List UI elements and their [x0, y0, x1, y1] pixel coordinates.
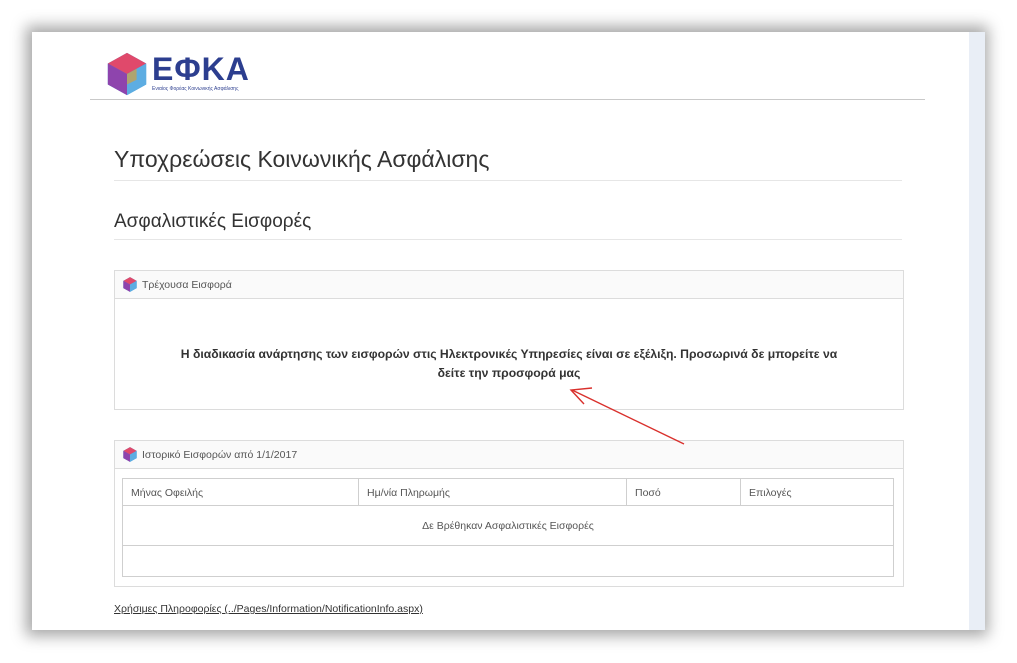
- title-divider: [114, 180, 902, 181]
- section-divider: [114, 239, 902, 240]
- status-message-line2: δείτε την προσφορά μας: [437, 366, 581, 380]
- column-header-payment-date[interactable]: Ημ/νία Πληρωμής: [359, 479, 627, 505]
- red-arrow-annotation: [562, 382, 692, 452]
- panel-heading-label: Ιστορικό Εισφορών από 1/1/2017: [142, 448, 298, 461]
- page-title: Υποχρεώσεις Κοινωνικής Ασφάλισης: [114, 146, 490, 172]
- panel-heading: [115, 441, 903, 469]
- empty-table-row: Δε Βρέθηκαν Ασφαλιστικές Εισφορές: [123, 506, 893, 546]
- status-message: [115, 345, 903, 383]
- contribution-history-panel: [114, 440, 904, 587]
- current-contribution-panel: [114, 270, 904, 410]
- column-header-options[interactable]: Επιλογές: [749, 487, 792, 499]
- efka-hexagon-icon: [104, 50, 150, 98]
- brand-name: ΕΦΚΑ: [152, 51, 250, 87]
- column-header-month[interactable]: Μήνας Οφειλής: [123, 479, 359, 505]
- brand-subtitle: Ενιαίος Φορέας Κοινωνικής Ασφάλισης: [152, 86, 239, 92]
- page-container: [32, 32, 969, 630]
- side-strip: [969, 32, 985, 630]
- panel-heading: [115, 271, 903, 299]
- history-table: [122, 478, 894, 577]
- efka-hexagon-icon: [122, 446, 138, 463]
- table-row: [123, 546, 893, 577]
- panel-heading-label: Τρέχουσα Εισφορά: [142, 278, 232, 291]
- useful-info-link[interactable]: Χρήσιμες Πληροφορίες (../Pages/Information/NotificationInfo.aspx): [114, 603, 423, 615]
- status-message-line1: Η διαδικασία ανάρτησης των εισφορών στις Ηλεκτρονικές Υπηρεσίες είναι σε εξέλιξη. Προσωρινά δε μπορείτε να: [180, 347, 838, 361]
- efka-hexagon-icon: [122, 276, 138, 293]
- table-header: [123, 479, 893, 506]
- column-header-amount[interactable]: Ποσό: [627, 479, 741, 505]
- header-divider: [90, 99, 925, 100]
- section-title: Ασφαλιστικές Εισφορές: [114, 211, 312, 232]
